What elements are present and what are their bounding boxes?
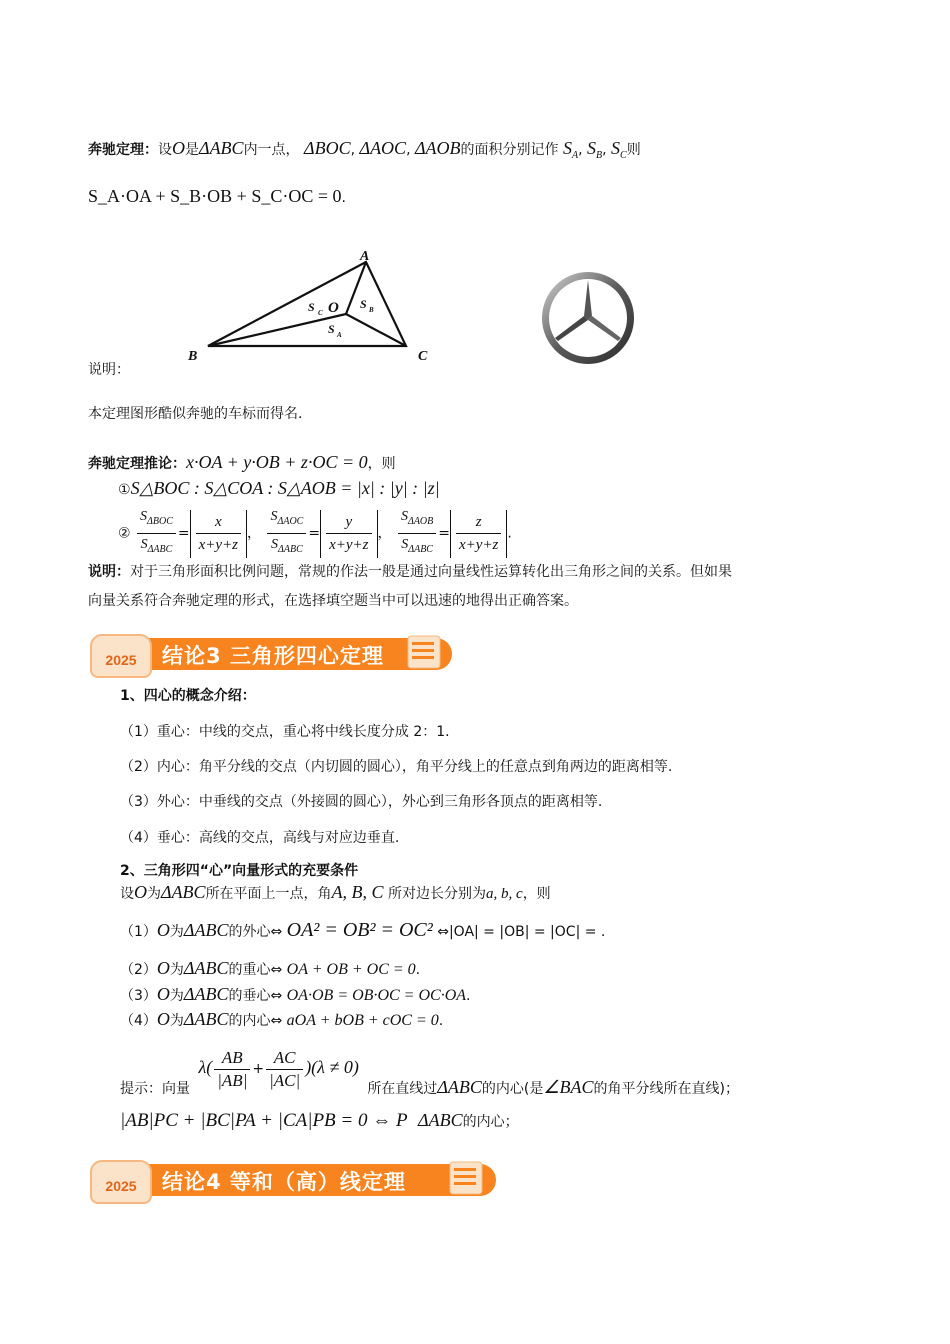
math: a, b, c — [486, 886, 523, 902]
label-sc-sub: C — [318, 309, 323, 317]
note-line-2: 向量关系符合奔驰定理的形式，在选择填空题当中可以迅速的地得出正确答案。 — [88, 593, 578, 609]
text: ，则 — [522, 886, 551, 902]
label-sc: S — [308, 300, 315, 314]
math: O — [156, 920, 170, 940]
banner-title: 结论4 等和（高）线定理 — [162, 1170, 406, 1194]
corollary-label: 奔驰定理推论： — [88, 456, 186, 472]
sep: , — [602, 142, 607, 158]
text: 为 — [169, 1013, 184, 1029]
frac-x — [196, 511, 241, 556]
hint-line-2 — [120, 1110, 519, 1132]
math-sb — [587, 138, 603, 161]
text: 对于三角形面积比例问题，常规的作法一般是通过向量线性运算转化出三角形之间的关系。但如果 — [130, 564, 732, 580]
label-b: B — [188, 349, 198, 364]
s: S — [587, 138, 597, 158]
math-o: O — [172, 138, 185, 158]
list-item: （1）重心：中线的交点，重心将中线长度分成 2：1. — [120, 724, 450, 740]
condition-2: （2）O为ΔABC的重心⇔ OA + OB + OC = 0. — [120, 958, 421, 978]
year-badge — [90, 634, 152, 678]
sub: ΔABC — [408, 544, 433, 555]
s: S — [270, 509, 278, 524]
text: ，则 — [367, 456, 396, 472]
d: |AC| — [269, 1070, 301, 1090]
text: 是 — [185, 142, 199, 158]
formula: S△BOC : S△COA : S△AOB = |x| : |y| : |z| — [130, 478, 440, 498]
text: ⇔|OA| = |OB| = |OC| = . — [437, 924, 606, 940]
num: （3） — [120, 988, 157, 1004]
text: 的外心⇔ — [228, 924, 283, 940]
note-line-1 — [88, 562, 732, 582]
theorem-formula: S_A·OA + S_B·OB + S_C·OC = 0. — [88, 186, 346, 206]
sep: , — [578, 142, 583, 158]
n: AB — [214, 1047, 250, 1070]
note-label: 说明： — [88, 564, 130, 580]
banner-title: 结论3 三角形四心定理 — [162, 644, 384, 668]
frac-ac — [266, 1047, 303, 1092]
frac-ab — [214, 1047, 250, 1092]
s: S — [611, 138, 621, 158]
d: x+y+z — [459, 537, 499, 553]
text: 为 — [169, 924, 184, 940]
s: S — [400, 509, 408, 524]
sub: ΔABC — [278, 544, 303, 555]
math: O — [134, 882, 147, 902]
cond: )(λ ≠ 0) — [305, 1057, 359, 1077]
num: （4） — [120, 1013, 157, 1029]
math: ΔABC — [161, 882, 206, 902]
math-tri-aoc: ΔAOC — [359, 138, 407, 158]
text: 的内心(是 — [481, 1081, 544, 1097]
num: ② — [118, 525, 131, 542]
formula: OA + OB + OC = 0 — [286, 961, 416, 978]
text: 所对边长分别为 — [388, 886, 487, 902]
math: ∠BAC — [543, 1077, 594, 1097]
frac-y — [326, 511, 371, 556]
hint-formula: λ( $\frac{AB}{|AB|}$ + $\frac{AC}{|AC|}$ )(λ ≠ 0) — [198, 1047, 359, 1090]
corollary-item-1 — [118, 478, 440, 500]
sub: ΔBOC — [147, 516, 173, 527]
label-sb-sub: B — [369, 306, 374, 314]
condition-4: （4）O为ΔABC的内心⇔ aOA + bOB + cOC = 0. — [120, 1009, 444, 1029]
sep: , — [406, 142, 411, 158]
text: 的内心； — [462, 1114, 519, 1130]
math-sa — [563, 138, 579, 161]
s: S — [563, 138, 572, 158]
d: x+y+z — [329, 537, 369, 553]
num: ① — [118, 482, 131, 498]
hint-line-1 — [120, 1044, 739, 1097]
d: |AB| — [217, 1070, 248, 1090]
text: 设 — [158, 142, 172, 158]
corollary-heading — [88, 452, 396, 474]
math: O — [156, 1009, 170, 1029]
corollary-item-2: ② $\frac{S_{\Delta BOC}}{S_{\Delta ABC}}$ = $\frac{x}{x+y+z}$ ， $\frac{S_{\Delta AOC}}{S_{\Delta ABC}}$ = $\frac{y}{x+y+z}$ ， $\frac{S_{\Delta AOB}}{S_{\Delta ABC}}$ = $\frac{z}{x+y+z}$ . — [118, 506, 512, 554]
text: 的面积分别记作 — [460, 142, 559, 158]
benz-logo-icon — [538, 268, 638, 368]
text: 为 — [169, 962, 184, 978]
formula: |AB|PC + |BC|PA + |CA|PB = 0 ⇔ P — [120, 1110, 408, 1131]
sub: A — [572, 150, 579, 161]
d: x+y+z — [198, 537, 239, 553]
math: O — [156, 958, 170, 978]
text: 的垂心⇔ — [228, 988, 283, 1004]
formula: aOA + bOB + cOC = 0 — [286, 1012, 439, 1029]
section-banner-3 — [88, 632, 458, 674]
s: S — [401, 537, 409, 552]
sub: C — [620, 150, 627, 161]
math: ΔABC — [183, 984, 229, 1004]
year: 2025 — [105, 1178, 137, 1194]
n: z — [456, 511, 501, 534]
formula: OA·OB = OB·OC = OC·OA — [286, 987, 467, 1004]
math: ΔABC — [183, 920, 229, 940]
label-sa-sub: A — [337, 331, 342, 339]
num: （2） — [120, 962, 157, 978]
hint-label: 提示：向量 — [120, 1081, 190, 1097]
math-sc — [611, 138, 627, 161]
notebook-icon — [402, 632, 446, 672]
section-2-title: 2、三角形四“心”向量形式的充要条件 — [120, 863, 359, 879]
theorem-statement — [88, 138, 641, 166]
formula: S_A·OA + S_B·OB + S_C·OC = 0 — [88, 186, 342, 206]
formula: OA² = OB² = OC² — [286, 919, 433, 941]
notebook-icon — [444, 1158, 488, 1198]
condition-3: （3）O为ΔABC的垂心⇔ OA·OB = OB·OC = OC·OA. — [120, 984, 471, 1004]
sep: , — [350, 142, 356, 158]
math: O — [156, 984, 170, 1004]
text: 的内心⇔ — [228, 1013, 283, 1029]
math: ΔABC — [418, 1110, 463, 1130]
math: A, B, C — [331, 882, 384, 902]
list-item: （4）垂心：高线的交点，高线与对应边垂直. — [120, 830, 400, 846]
sub: ΔAOC — [277, 516, 304, 527]
condition-1 — [120, 920, 605, 942]
n: AC — [266, 1047, 303, 1070]
frac-boc — [137, 506, 176, 561]
math-tri-aob: ΔAOB — [414, 138, 461, 158]
num: （1） — [120, 924, 157, 940]
label-sa: S — [328, 322, 335, 336]
sub: B — [596, 150, 603, 161]
theorem-label: 奔驰定理： — [88, 142, 158, 158]
list-item: （2）内心：角平分线的交点（内切圆的圆心），角平分线上的任意点到角两边的距离相等. — [120, 759, 673, 775]
section-banner-4 — [88, 1158, 502, 1200]
text: 为 — [169, 988, 184, 1004]
triangle-diagram — [180, 244, 440, 368]
text: 则 — [626, 142, 641, 158]
text: 设 — [120, 886, 134, 902]
label-a: A — [360, 249, 370, 264]
frac-aob — [398, 506, 436, 561]
section-2-intro — [120, 882, 551, 904]
math-tri-boc: ΔBOC — [304, 138, 351, 158]
label-c: C — [418, 349, 428, 364]
math: ΔABC — [183, 1009, 229, 1029]
text: 的角平分线所在直线)； — [593, 1081, 739, 1097]
corollary-formula: x·OA + y·OB + z·OC = 0 — [186, 452, 368, 472]
n: y — [326, 511, 371, 534]
math-tri-abc: ΔABC — [199, 138, 244, 158]
year: 2025 — [105, 652, 137, 668]
s: S — [140, 537, 148, 552]
text: 为 — [147, 886, 161, 902]
text: 的重心⇔ — [228, 962, 283, 978]
text: 内一点， — [243, 142, 300, 158]
math: ΔABC — [437, 1077, 482, 1097]
frac-z — [456, 511, 501, 556]
explain-label: 说明： — [88, 362, 130, 378]
section-1-title: 1、四心的概念介绍： — [120, 688, 256, 704]
text: 所在平面上一点，角 — [205, 886, 332, 902]
text: 所在直线过 — [367, 1081, 438, 1097]
sub: ΔABC — [147, 544, 173, 555]
lambda: λ( — [198, 1057, 213, 1077]
sub: ΔAOB — [407, 516, 434, 527]
year-badge — [90, 1160, 152, 1204]
s: S — [140, 509, 148, 524]
label-o: O — [328, 300, 339, 316]
label-sb: S — [360, 297, 367, 311]
list-item: （3）外心：中垂线的交点（外接圆的圆心），外心到三角形各顶点的距离相等. — [120, 794, 603, 810]
explain-text: 本定理图形酷似奔驰的车标而得名. — [88, 406, 303, 422]
n: x — [196, 511, 241, 534]
math: ΔABC — [183, 958, 229, 978]
s: S — [271, 537, 279, 552]
frac-aoc — [267, 506, 306, 561]
